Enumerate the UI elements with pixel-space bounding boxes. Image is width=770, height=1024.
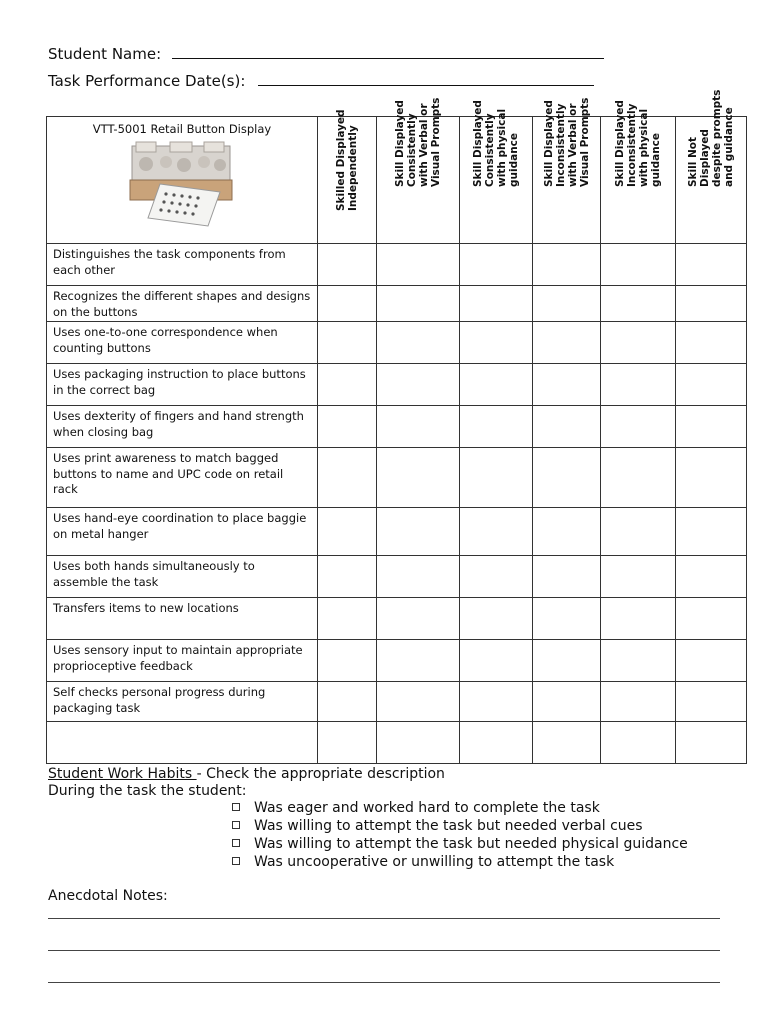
column-header-1: Skilled Displayed Independently	[318, 117, 377, 244]
habit-option[interactable]	[232, 854, 614, 871]
rating-cell[interactable]	[460, 364, 533, 406]
rating-cell[interactable]	[460, 322, 533, 364]
table-row	[47, 682, 747, 722]
table-title: VTT-5001 Retail Button Display	[92, 122, 272, 136]
table-row	[47, 244, 747, 286]
rating-cell[interactable]	[377, 406, 460, 448]
rating-cell[interactable]	[318, 406, 377, 448]
rating-cell[interactable]	[676, 722, 747, 764]
rating-cell[interactable]	[318, 598, 377, 640]
skill-description	[47, 722, 318, 764]
table-row	[47, 598, 747, 640]
table-row	[47, 322, 747, 364]
rating-cell[interactable]	[533, 364, 601, 406]
rating-cell[interactable]	[460, 448, 533, 508]
rating-cell[interactable]	[533, 406, 601, 448]
rating-cell[interactable]	[676, 448, 747, 508]
habit-option[interactable]	[232, 800, 600, 817]
rating-cell[interactable]	[377, 682, 460, 722]
skill-description: Uses print awareness to match bagged buttons to name and UPC code on retail rack	[47, 448, 318, 508]
notes-line[interactable]	[48, 950, 720, 951]
table-row	[47, 286, 747, 322]
habit-option-label: Was eager and worked hard to complete the task	[254, 800, 600, 816]
skill-description: Uses packaging instruction to place buttons in the correct bag	[47, 364, 318, 406]
skill-description: Recognizes the different shapes and designs on the buttons	[47, 286, 318, 322]
rating-cell[interactable]	[460, 508, 533, 556]
rating-cell[interactable]	[460, 722, 533, 764]
rating-cell[interactable]	[533, 598, 601, 640]
skill-description: Transfers items to new locations	[47, 598, 318, 640]
checkbox-icon[interactable]	[232, 821, 240, 829]
rating-cell[interactable]	[460, 598, 533, 640]
skill-description: Uses both hands simultaneously to assemble the task	[47, 556, 318, 598]
rating-cell[interactable]	[676, 406, 747, 448]
skill-description: Uses hand-eye coordination to place baggie on metal hanger	[47, 508, 318, 556]
rating-cell[interactable]	[377, 598, 460, 640]
column-header-5: Skill Displayed Inconsistently with physical guidance	[601, 117, 676, 244]
rating-cell[interactable]	[601, 556, 676, 598]
rating-cell[interactable]	[460, 682, 533, 722]
rating-cell[interactable]	[533, 508, 601, 556]
rating-cell[interactable]	[460, 640, 533, 682]
work-habits-intro: During the task the student:	[48, 783, 247, 799]
skill-description: Self checks personal progress during packaging task	[47, 682, 318, 722]
rating-cell[interactable]	[676, 244, 747, 286]
rating-cell[interactable]	[601, 322, 676, 364]
rating-cell[interactable]	[377, 244, 460, 286]
rating-cell[interactable]	[533, 722, 601, 764]
rating-cell[interactable]	[318, 722, 377, 764]
rating-cell[interactable]	[601, 406, 676, 448]
table-title-cell	[47, 117, 318, 244]
notes-line[interactable]	[48, 982, 720, 983]
rating-cell[interactable]	[533, 640, 601, 682]
rating-cell[interactable]	[601, 722, 676, 764]
table-row	[47, 556, 747, 598]
rating-cell[interactable]	[318, 364, 377, 406]
work-habits-title: Student Work Habits	[48, 766, 197, 782]
table-row	[47, 722, 747, 764]
rating-cell[interactable]	[676, 598, 747, 640]
rating-cell[interactable]	[676, 682, 747, 722]
rating-cell[interactable]	[377, 640, 460, 682]
work-habits-section	[48, 766, 445, 800]
rating-cell[interactable]	[601, 682, 676, 722]
retail-button-display-image	[126, 138, 238, 230]
student-name-field[interactable]	[172, 44, 604, 59]
rating-cell[interactable]	[318, 556, 377, 598]
rating-cell[interactable]	[377, 722, 460, 764]
student-name-label: Student Name:	[48, 45, 162, 63]
checkbox-icon[interactable]	[232, 803, 240, 811]
skill-description: Uses dexterity of fingers and hand strength when closing bag	[47, 406, 318, 448]
checkbox-icon[interactable]	[232, 857, 240, 865]
rating-cell[interactable]	[318, 508, 377, 556]
rating-cell[interactable]	[533, 322, 601, 364]
skill-description: Uses sensory input to maintain appropriate proprioceptive feedback	[47, 640, 318, 682]
rating-cell[interactable]	[318, 448, 377, 508]
table-row	[47, 448, 747, 508]
task-date-label: Task Performance Date(s):	[48, 72, 246, 90]
column-header-2: Skill Displayed Consistently with Verbal or Visual Prompts	[377, 117, 460, 244]
rating-cell[interactable]	[676, 508, 747, 556]
rating-cell[interactable]	[377, 322, 460, 364]
habit-option[interactable]	[232, 836, 688, 853]
habit-option-label: Was willing to attempt the task but needed verbal cues	[254, 818, 643, 834]
rating-cell[interactable]	[601, 448, 676, 508]
table-header-row	[47, 117, 747, 244]
rating-cell[interactable]	[601, 598, 676, 640]
rating-cell[interactable]	[601, 244, 676, 286]
student-name-row	[48, 44, 604, 63]
skill-description: Uses one-to-one correspondence when counting buttons	[47, 322, 318, 364]
notes-line[interactable]	[48, 918, 720, 919]
rating-cell[interactable]	[533, 448, 601, 508]
rating-cell[interactable]	[318, 682, 377, 722]
rating-cell[interactable]	[676, 556, 747, 598]
rating-cell[interactable]	[460, 286, 533, 322]
rating-cell[interactable]	[377, 286, 460, 322]
checkbox-icon[interactable]	[232, 839, 240, 847]
skills-table	[46, 89, 747, 764]
habit-option-label: Was willing to attempt the task but needed physical guidance	[254, 836, 688, 852]
rating-cell[interactable]	[676, 640, 747, 682]
rating-cell[interactable]	[460, 244, 533, 286]
rating-cell[interactable]	[533, 286, 601, 322]
rating-cell[interactable]	[533, 556, 601, 598]
column-header-3: Skill Displayed Consistently with physical guidance	[460, 117, 533, 244]
skill-description: Distinguishes the task components from each other	[47, 244, 318, 286]
column-header-4: Skill Displayed Inconsistently with Verbal or Visual Prompts	[533, 117, 601, 244]
rating-cell[interactable]	[533, 244, 601, 286]
anecdotal-notes-label: Anecdotal Notes:	[48, 888, 168, 904]
rating-cell[interactable]	[601, 286, 676, 322]
rating-cell[interactable]	[601, 364, 676, 406]
rating-cell[interactable]	[318, 640, 377, 682]
rating-cell[interactable]	[676, 364, 747, 406]
table-row	[47, 364, 747, 406]
habit-option-label: Was uncooperative or unwilling to attempt the task	[254, 854, 615, 870]
table-row	[47, 640, 747, 682]
skill-rows	[47, 244, 747, 764]
rating-cell[interactable]	[318, 322, 377, 364]
habit-option[interactable]	[232, 818, 643, 835]
rating-cell[interactable]	[601, 640, 676, 682]
work-habits-instruction: - Check the appropriate description	[196, 766, 445, 782]
rating-cell[interactable]	[533, 682, 601, 722]
rating-cell[interactable]	[318, 286, 377, 322]
rating-cell[interactable]	[377, 364, 460, 406]
table-row	[47, 406, 747, 448]
rating-cell[interactable]	[601, 508, 676, 556]
column-header-6: Skill Not Displayed despite prompts and guidance	[676, 117, 747, 244]
table-row	[47, 508, 747, 556]
rating-cell[interactable]	[377, 448, 460, 508]
rating-cell[interactable]	[676, 286, 747, 322]
rating-cell[interactable]	[460, 406, 533, 448]
rating-cell[interactable]	[377, 508, 460, 556]
rating-cell[interactable]	[460, 556, 533, 598]
rating-cell[interactable]	[318, 244, 377, 286]
rating-cell[interactable]	[676, 322, 747, 364]
rating-cell[interactable]	[377, 556, 460, 598]
